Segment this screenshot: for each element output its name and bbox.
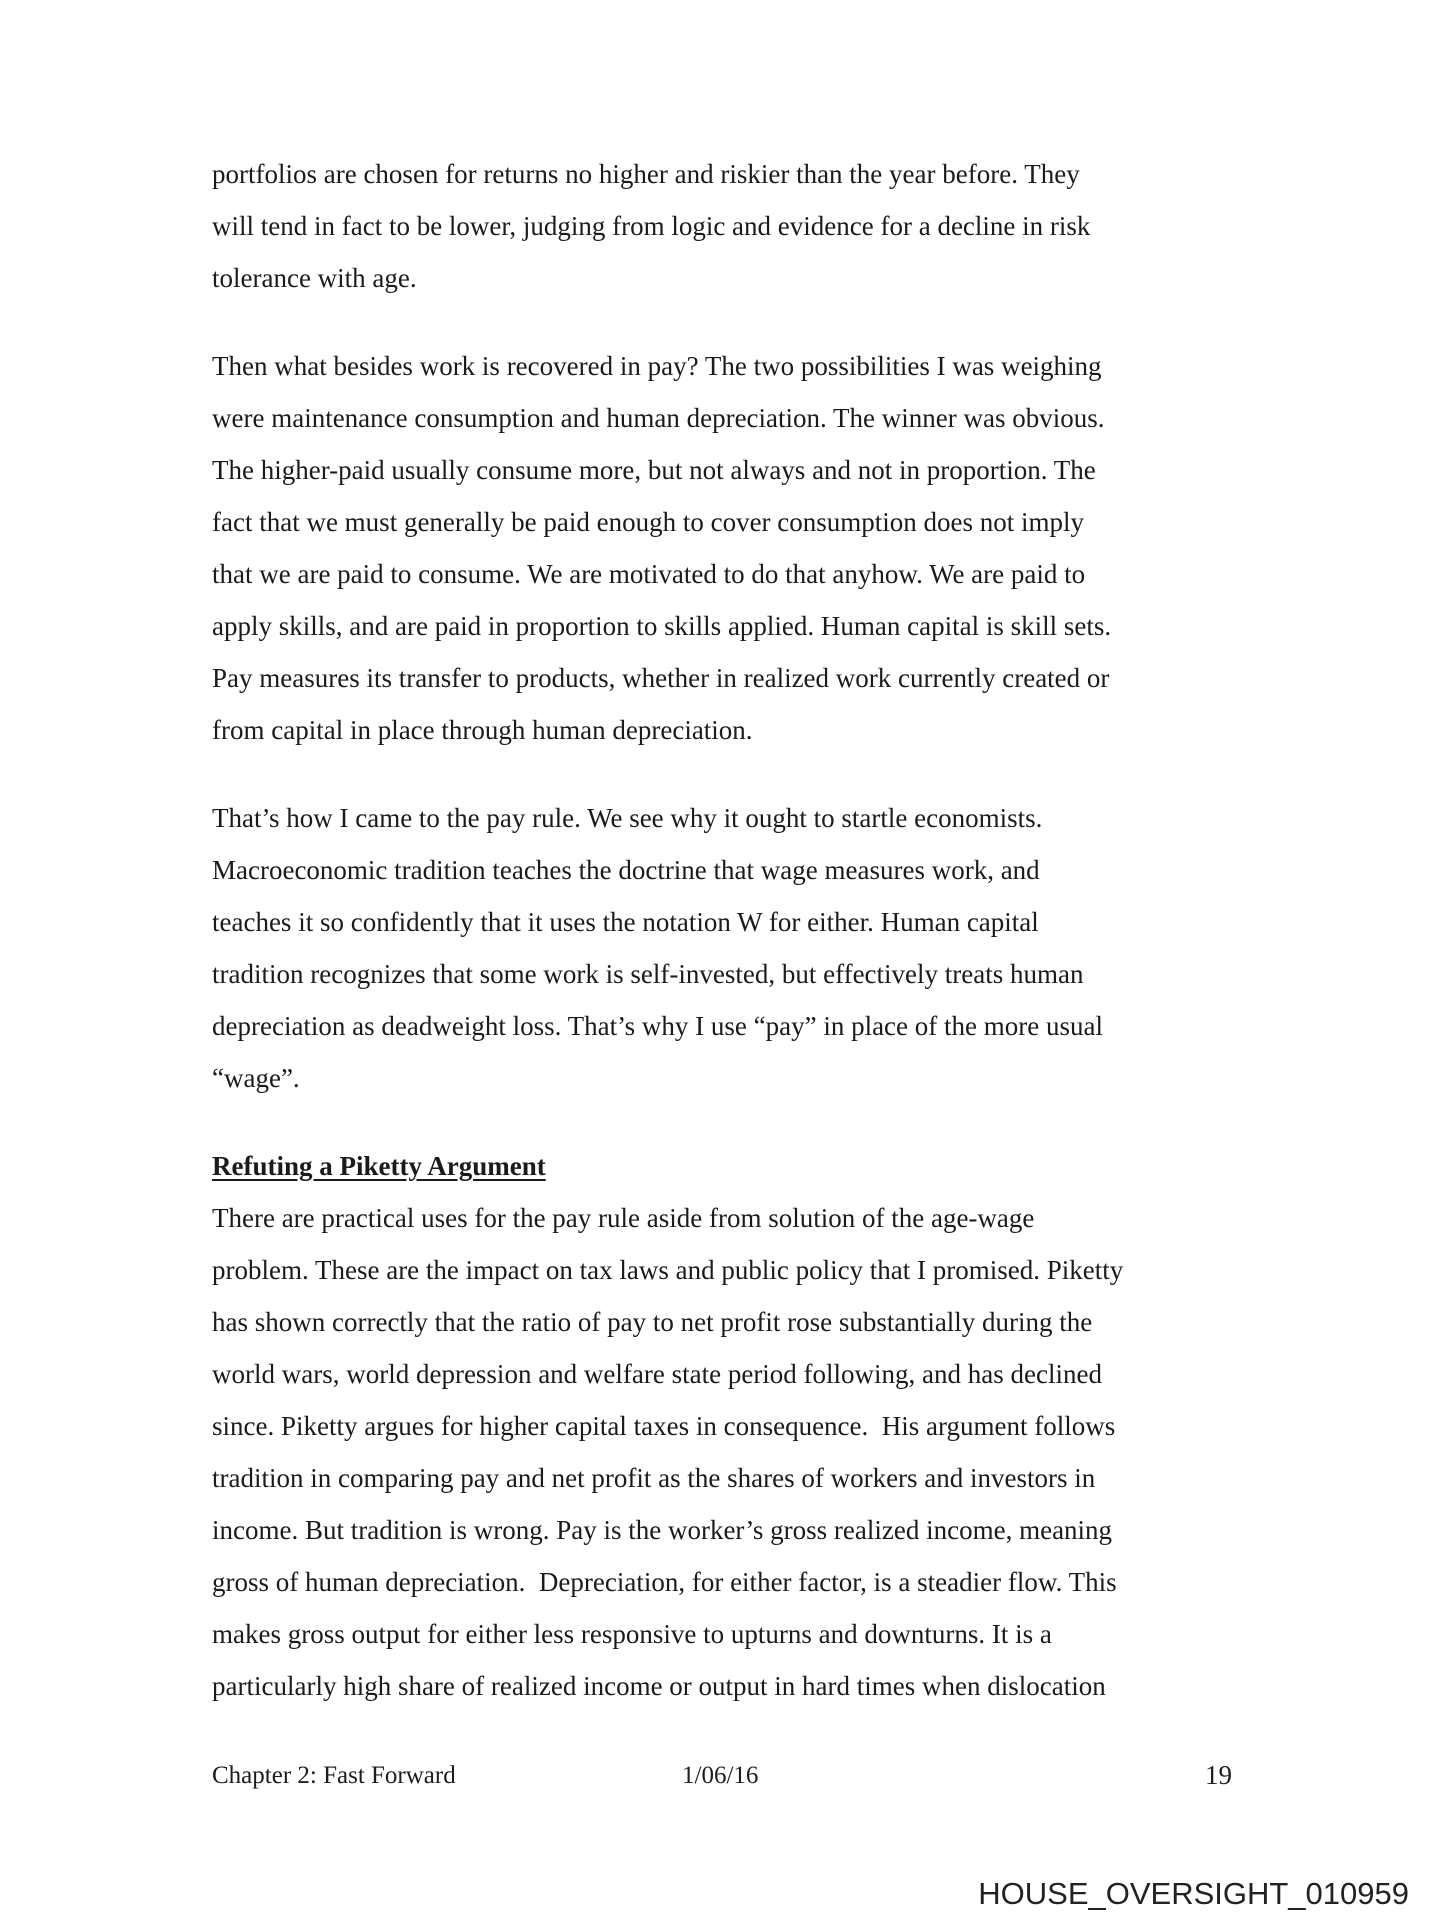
section-heading: Refuting a Piketty Argument bbox=[212, 1151, 546, 1181]
text-line: tolerance with age. bbox=[212, 263, 417, 293]
page-footer bbox=[212, 1762, 1242, 1806]
text-line: The higher-paid usually consume more, but not always and not in proportion. The bbox=[212, 455, 1096, 485]
text-line: There are practical uses for the pay rule aside from solution of the age-wage bbox=[212, 1203, 1035, 1233]
text-line: apply skills, and are paid in proportion to skills applied. Human capital is skill sets. bbox=[212, 611, 1112, 641]
text-line: Macroeconomic tradition teaches the doctrine that wage measures work, and bbox=[212, 855, 1040, 885]
text-line: tradition recognizes that some work is self-invested, but effectively treats human bbox=[212, 959, 1084, 989]
text-line: has shown correctly that the ratio of pay to net profit rose substantially during the bbox=[212, 1307, 1093, 1337]
footer-page-number: 19 bbox=[1205, 1760, 1232, 1790]
document-body bbox=[212, 148, 1217, 1712]
text-line: problem. These are the impact on tax laws and public policy that I promised. Piketty bbox=[212, 1255, 1124, 1285]
text-line: income. But tradition is wrong. Pay is the worker’s gross realized income, meaning bbox=[212, 1515, 1113, 1545]
text-line: that we are paid to consume. We are motivated to do that anyhow. We are paid to bbox=[212, 559, 1086, 589]
footer-date: 1/06/16 bbox=[682, 1762, 759, 1789]
text-line: That’s how I came to the pay rule. We see why it ought to startle economists. bbox=[212, 803, 1043, 833]
text-line: were maintenance consumption and human depreciation. The winner was obvious. bbox=[212, 403, 1105, 433]
paragraph bbox=[212, 340, 1217, 756]
paragraph bbox=[212, 148, 1217, 304]
text-line: Then what besides work is recovered in pay? The two possibilities I was weighing bbox=[212, 351, 1102, 381]
text-line: “wage”. bbox=[212, 1063, 300, 1093]
text-line: from capital in place through human depreciation. bbox=[212, 715, 753, 745]
text-line: makes gross output for either less responsive to upturns and downturns. It is a bbox=[212, 1619, 1052, 1649]
text-line: particularly high share of realized income or output in hard times when dislocation bbox=[212, 1671, 1106, 1701]
paragraph bbox=[212, 792, 1217, 1104]
footer-chapter-label: Chapter 2: Fast Forward bbox=[212, 1762, 456, 1789]
paragraph bbox=[212, 1192, 1217, 1712]
text-line: teaches it so confidently that it uses the notation W for either. Human capital bbox=[212, 907, 1039, 937]
text-line: fact that we must generally be paid enough to cover consumption does not imply bbox=[212, 507, 1085, 537]
text-line: Pay measures its transfer to products, whether in realized work currently created or bbox=[212, 663, 1110, 693]
text-line: since. Piketty argues for higher capital taxes in consequence. His argument follows bbox=[212, 1411, 1116, 1441]
text-line: portfolios are chosen for returns no higher and riskier than the year before. They bbox=[212, 159, 1080, 189]
bates-stamp: HOUSE_OVERSIGHT_010959 bbox=[978, 1876, 1409, 1911]
text-line: gross of human depreciation. Depreciation, for either factor, is a steadier flow. This bbox=[212, 1567, 1117, 1597]
text-line: tradition in comparing pay and net profit as the shares of workers and investors in bbox=[212, 1463, 1096, 1493]
text-line: depreciation as deadweight loss. That’s why I use “pay” in place of the more usual bbox=[212, 1011, 1103, 1041]
text-line: world wars, world depression and welfare state period following, and has declined bbox=[212, 1359, 1102, 1389]
text-line: will tend in fact to be lower, judging from logic and evidence for a decline in risk bbox=[212, 211, 1091, 241]
